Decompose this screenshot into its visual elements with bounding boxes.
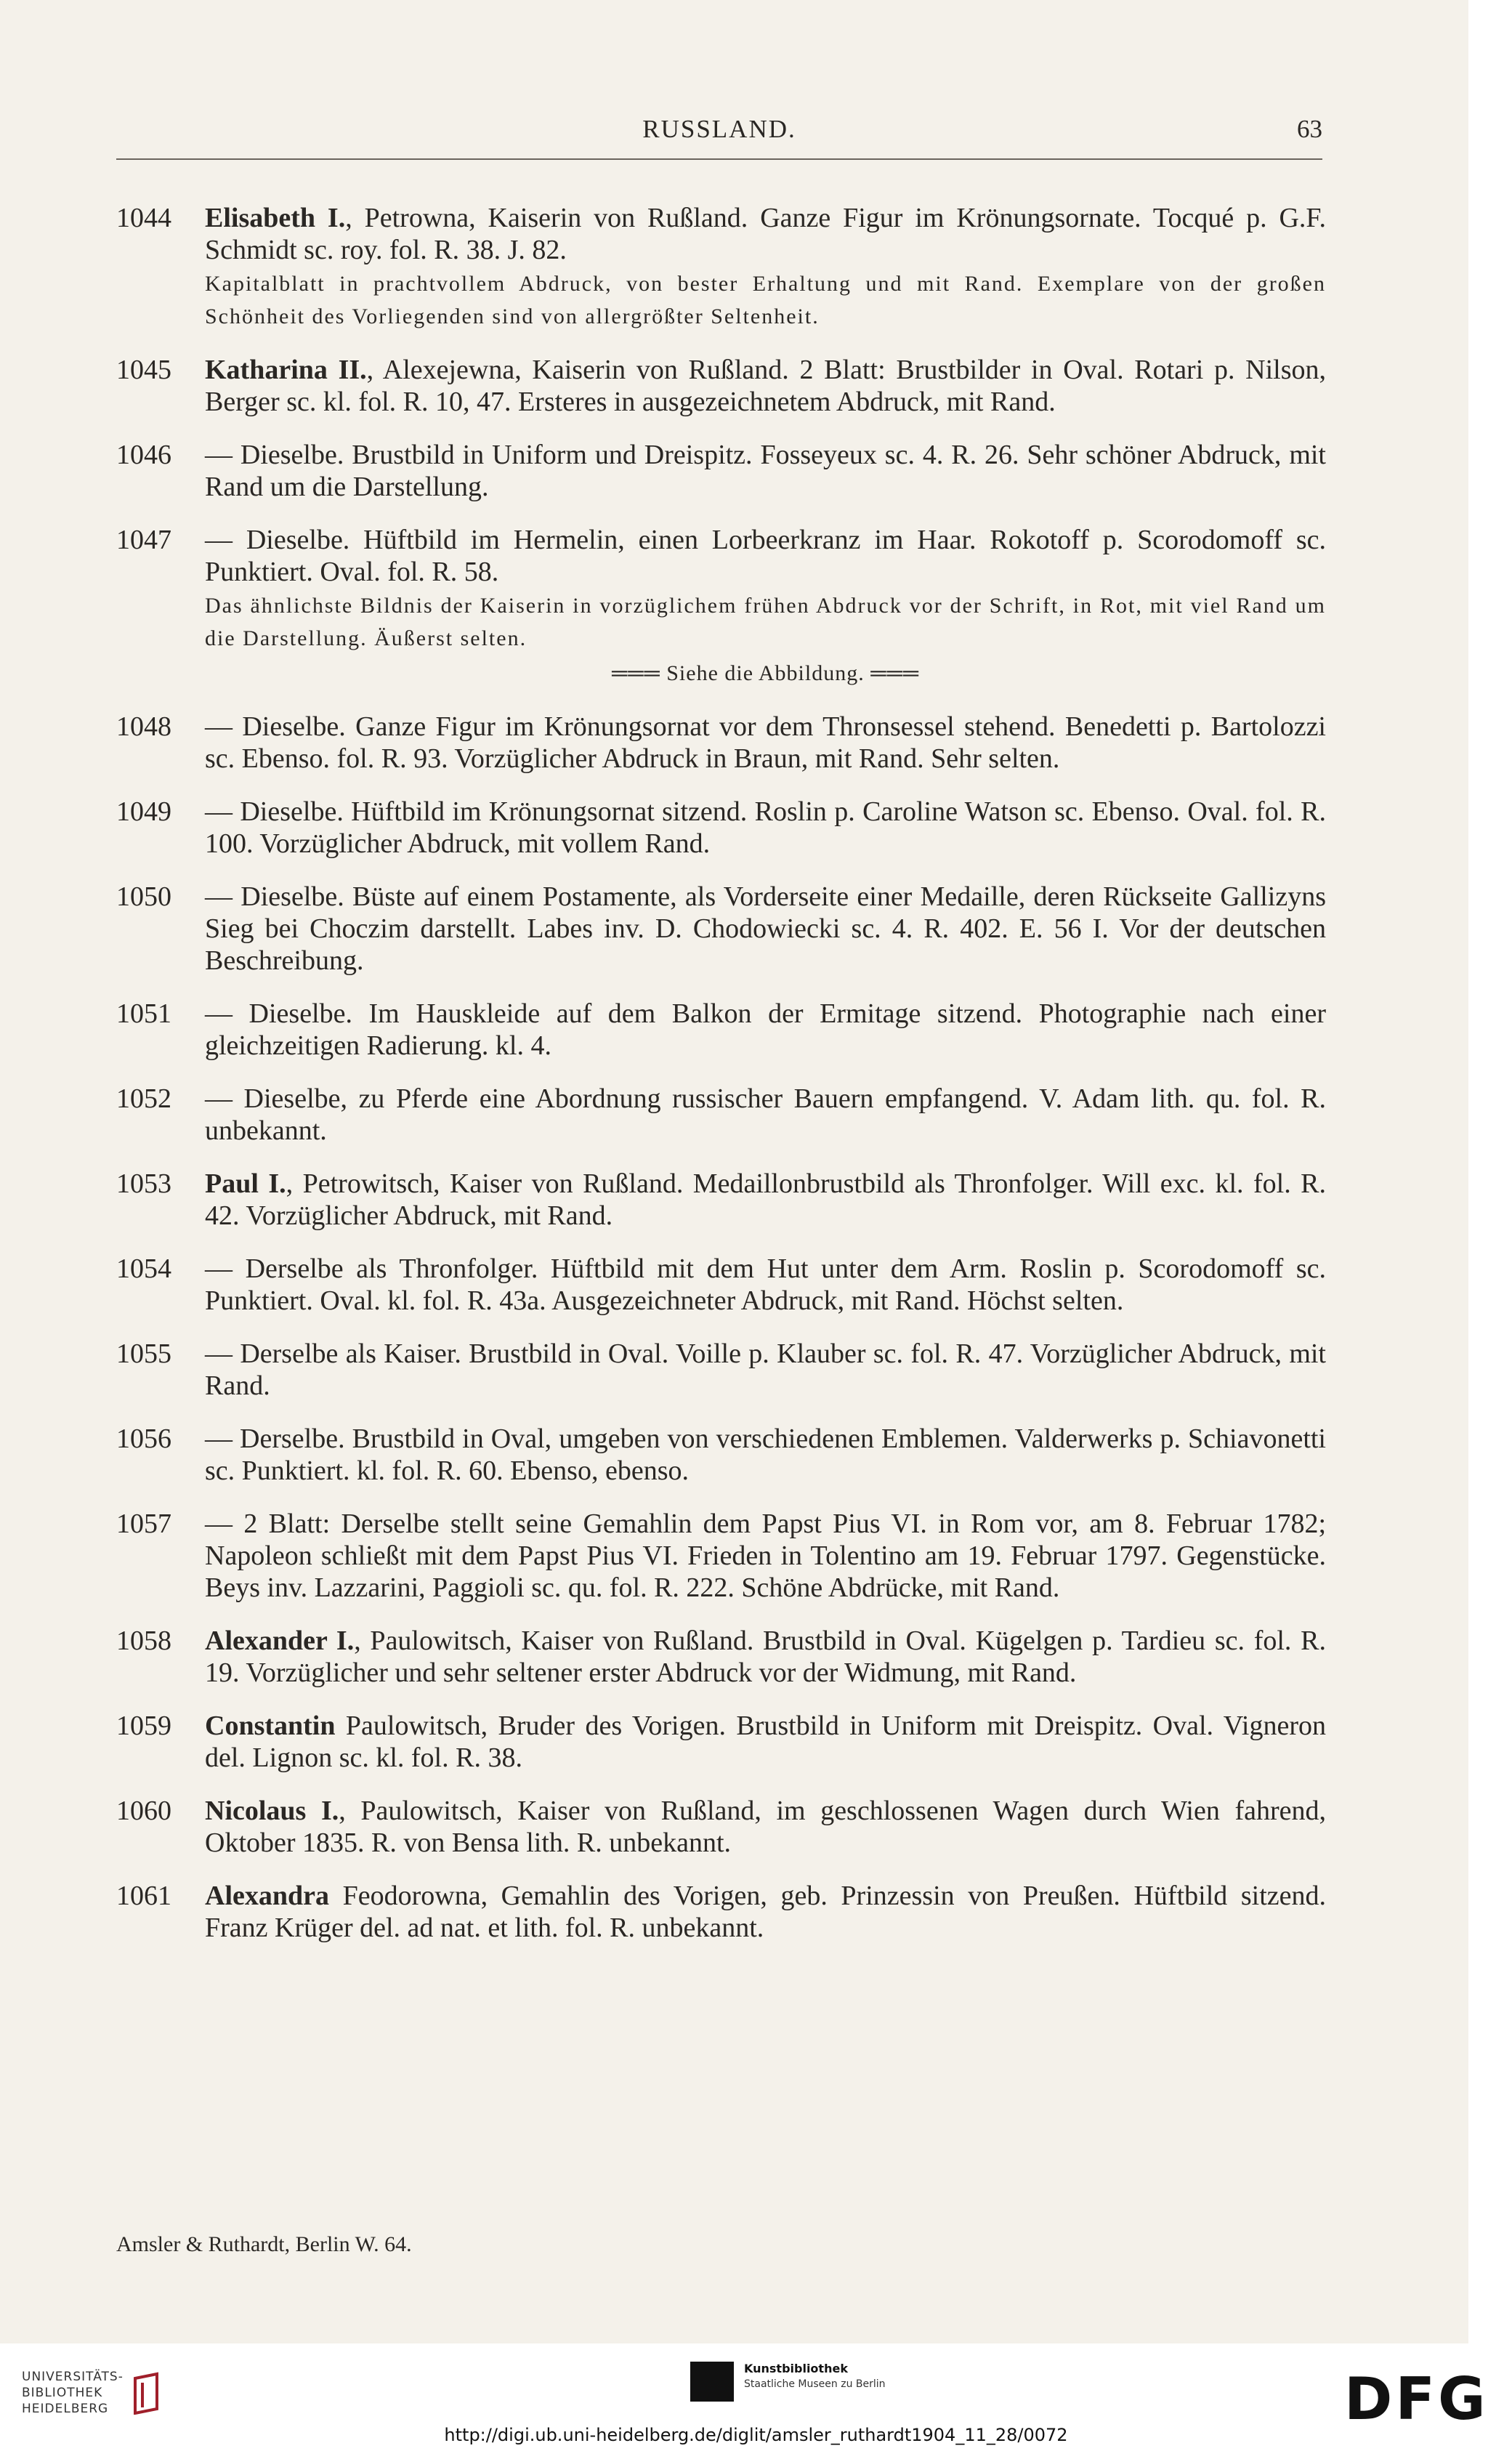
- entry-description: , Alexejewna, Kaiserin von Rußland. 2 Blatt: Brustbilder in Oval. Rotari p. Nilson, Berger sc. kl. fol. R. 10, 47. Ersteres in ausgezeichnetem Abdruck, mit Rand.: [205, 355, 1326, 417]
- entry-description: — Derselbe. Brustbild in Oval, umgeben von verschiedenen Emblemen. Valderwerks p. Schiavonetti sc. Punktiert. kl. fol. R. 60. Ebenso, ebenso.: [205, 1424, 1326, 1486]
- catalog-entry: [116, 1168, 1326, 1232]
- entry-body: [205, 439, 1326, 503]
- scan-edge: [1468, 0, 1512, 2343]
- entry-description: — Derselbe als Thronfolger. Hüftbild mit dem Hut unter dem Arm. Roslin p. Scorodomoff sc. Punktiert. Oval. kl. fol. R. 43a. Ausgezeichneter Abdruck, mit Rand. Höchst selten.: [205, 1253, 1326, 1316]
- entry-number: 1044: [116, 203, 171, 233]
- catalog-entry: [116, 524, 1326, 690]
- entry-body: [205, 881, 1326, 977]
- entry-body: [205, 998, 1326, 1062]
- entry-description: — 2 Blatt: Derselbe stellt seine Gemahlin dem Papst Pius VI. in Rom vor, am 8. Februar 1782; Napoleon schließt mit dem Papst Pius VI. Frieden in Tolentino am 19. Februar 1797. Gegenstücke. Beys inv. Lazzarini, Paggioli sc. qu. fol. R. 222. Schöne Abdrücke, mit Rand.: [205, 1509, 1326, 1603]
- entry-number: 1046: [116, 440, 171, 470]
- entry-number: 1053: [116, 1168, 171, 1199]
- entry-description: , Petrowna, Kaiserin von Rußland. Ganze Figur im Krönungsornate. Tocqué p. G.F. Schmidt sc. roy. fol. R. 38. J. 82.: [205, 203, 1326, 265]
- entry-description: Feodorowna, Gemahlin des Vorigen, geb. Prinzessin von Preußen. Hüftbild sitzend. Franz Krüger del. ad nat. et lith. fol. R. unbekannt.: [205, 1881, 1326, 1943]
- entry-number: 1048: [116, 711, 171, 742]
- entry-number: 1047: [116, 525, 171, 555]
- catalog-entry: [116, 1795, 1326, 1859]
- kunstbibliothek-logo[interactable]: [690, 2362, 886, 2402]
- entry-number: 1058: [116, 1626, 171, 1656]
- entry-description: — Dieselbe. Hüftbild im Hermelin, einen Lorbeerkranz im Haar. Rokotoff p. Scorodomoff sc. Punktiert. Oval. fol. R. 58.: [205, 525, 1326, 587]
- entry-number: 1056: [116, 1424, 171, 1454]
- university-name: UNIVERSITÄTS- BIBLIOTHEK HEIDELBERG: [22, 2370, 124, 2416]
- catalog-entry: [116, 1083, 1326, 1147]
- catalog-entry: [116, 1423, 1326, 1487]
- illustration-reference-text: Siehe die Abbildung.: [666, 661, 865, 685]
- entry-body: [205, 524, 1326, 588]
- entry-body: [205, 1338, 1326, 1402]
- viewer-footer: [0, 2343, 1512, 2451]
- entry-description: — Dieselbe, zu Pferde eine Abordnung russischer Bauern empfangend. V. Adam lith. qu. fol. R. unbekannt.: [205, 1083, 1326, 1146]
- entry-body: [205, 1253, 1326, 1317]
- catalog-entry: [116, 1253, 1326, 1317]
- catalog-entry: [116, 1508, 1326, 1604]
- entry-note: Kapitalblatt in prachtvollem Abdruck, von bester Erhaltung und mit Rand. Exemplare von der großen Schönheit des Vorliegenden sind von allergrößter Seltenheit.: [205, 272, 1326, 328]
- catalog-entry: [116, 1338, 1326, 1402]
- entry-body: [205, 202, 1326, 266]
- entry-subject-name: Paul I.: [205, 1168, 286, 1199]
- entry-number: 1052: [116, 1083, 171, 1114]
- kunstbibliothek-subtitle: Staatliche Museen zu Berlin: [744, 2378, 886, 2390]
- entry-number: 1049: [116, 796, 171, 827]
- catalog-entry: [116, 711, 1326, 775]
- dfg-logo[interactable]: DFG: [1344, 2365, 1489, 2433]
- printer-imprint: Amsler & Ruthardt, Berlin W. 64.: [116, 2232, 412, 2256]
- entry-number: 1059: [116, 1711, 171, 1741]
- catalog-entry: [116, 1625, 1326, 1689]
- entry-note: Das ähnlichste Bildnis der Kaiserin in vorzüglichem frühen Abdruck vor der Schrift, in Rot, mit viel Rand um die Darstellung. Äußerst selten.: [205, 594, 1326, 650]
- entry-number: 1057: [116, 1509, 171, 1539]
- entry-description: , Paulowitsch, Kaiser von Rußland. Brustbild in Oval. Kügelgen p. Tardieu sc. fol. R. 19. Vorzüglicher und sehr seltener erster Abdruck vor der Widmung, mit Rand.: [205, 1626, 1327, 1688]
- entry-body: [205, 1625, 1326, 1689]
- entry-number: 1051: [116, 998, 171, 1029]
- entry-subject-name: Constantin: [205, 1711, 336, 1741]
- catalog-entry: [116, 202, 1326, 333]
- running-header: [116, 115, 1322, 160]
- entry-body: [205, 354, 1326, 418]
- entry-subject-name: Katharina II.: [205, 355, 367, 385]
- catalog-entry: [116, 796, 1326, 860]
- entry-subject-name: Nicolaus I.: [205, 1796, 339, 1826]
- entry-body: [205, 1168, 1326, 1232]
- entry-body: [205, 796, 1326, 860]
- entry-body: [205, 1795, 1326, 1859]
- entry-description: — Dieselbe. Im Hauskleide auf dem Balkon der Ermitage sitzend. Photographie nach einer gleichzeitigen Radierung. kl. 4.: [205, 998, 1326, 1061]
- catalog-entry: [116, 1880, 1326, 1944]
- entry-description: — Dieselbe. Brustbild in Uniform und Dreispitz. Fosseyeux sc. 4. R. 26. Sehr schöner Abdruck, mit Rand um die Darstellung.: [205, 440, 1326, 502]
- entry-number: 1050: [116, 881, 171, 912]
- entry-body: [205, 1880, 1326, 1944]
- catalog-entry: [116, 998, 1326, 1062]
- entry-number: 1061: [116, 1881, 171, 1911]
- catalog-entry: [116, 439, 1326, 503]
- entry-description: Paulowitsch, Bruder des Vorigen. Brustbild in Uniform mit Dreispitz. Oval. Vigneron del. Lignon sc. kl. fol. R. 38.: [205, 1711, 1326, 1773]
- illustration-reference: [205, 658, 1326, 690]
- entry-description: — Derselbe als Kaiser. Brustbild in Oval. Voille p. Klauber sc. fol. R. 47. Vorzüglicher Abdruck, mit Rand.: [205, 1338, 1326, 1401]
- page-number: 63: [1297, 115, 1322, 143]
- entry-subject-name: Alexandra: [205, 1881, 329, 1911]
- kunstbibliothek-title: Kunstbibliothek: [744, 2362, 848, 2375]
- entry-number: 1055: [116, 1338, 171, 1369]
- page-url[interactable]: http://digi.ub.uni-heidelberg.de/diglit/amsler_ruthardt1904_11_28/0072: [444, 2425, 1068, 2445]
- entry-number: 1060: [116, 1796, 171, 1826]
- entry-body: [205, 711, 1326, 775]
- entry-body: [205, 1508, 1326, 1604]
- entry-body: [205, 1423, 1326, 1487]
- entry-description: , Petrowitsch, Kaiser von Rußland. Medaillonbrustbild als Thronfolger. Will exc. kl. fol. R. 42. Vorzüglicher Abdruck, mit Rand.: [205, 1168, 1326, 1231]
- entry-description: — Dieselbe. Ganze Figur im Krönungsornat vor dem Thronsessel stehend. Benedetti p. Bartolozzi sc. Ebenso. fol. R. 93. Vorzüglicher Abdruck in Braun, mit Rand. Sehr selten.: [205, 711, 1326, 774]
- catalog-entry: [116, 1710, 1326, 1774]
- university-logo[interactable]: [22, 2369, 166, 2417]
- double-rule-right: ═══: [864, 661, 919, 685]
- catalog-entry: [116, 881, 1326, 977]
- catalog-entries: [116, 202, 1326, 1965]
- entry-subject-name: Elisabeth I.: [205, 203, 346, 233]
- entry-description: — Dieselbe. Hüftbild im Krönungsornat sitzend. Roslin p. Caroline Watson sc. Ebenso. Oval. fol. R. 100. Vorzüglicher Abdruck, mit vollem Rand.: [205, 796, 1326, 859]
- entry-body: [205, 1710, 1326, 1774]
- entry-body: [205, 1083, 1326, 1147]
- library-emblem-icon: [131, 2371, 166, 2415]
- entry-description: — Dieselbe. Büste auf einem Postamente, als Vorderseite einer Medaille, deren Rückseite Gallizyns Sieg bei Choczim darstellt. Labes inv. D. Chodowiecki sc. 4. R. 402. E. 56 I. Vor der deutschen Beschreibung.: [205, 881, 1326, 976]
- double-rule-left: ═══: [611, 661, 667, 685]
- entry-number: 1045: [116, 355, 171, 385]
- kunstbibliothek-mark-icon: [690, 2362, 734, 2402]
- entry-description: , Paulowitsch, Kaiser von Rußland, im geschlossenen Wagen durch Wien fahrend, Oktober 1835. R. von Bensa lith. R. unbekannt.: [205, 1796, 1327, 1858]
- entry-subject-name: Alexander I.: [205, 1626, 355, 1656]
- catalog-entry: [116, 354, 1326, 418]
- entry-number: 1054: [116, 1253, 171, 1284]
- header-title: RUSSLAND.: [642, 115, 796, 143]
